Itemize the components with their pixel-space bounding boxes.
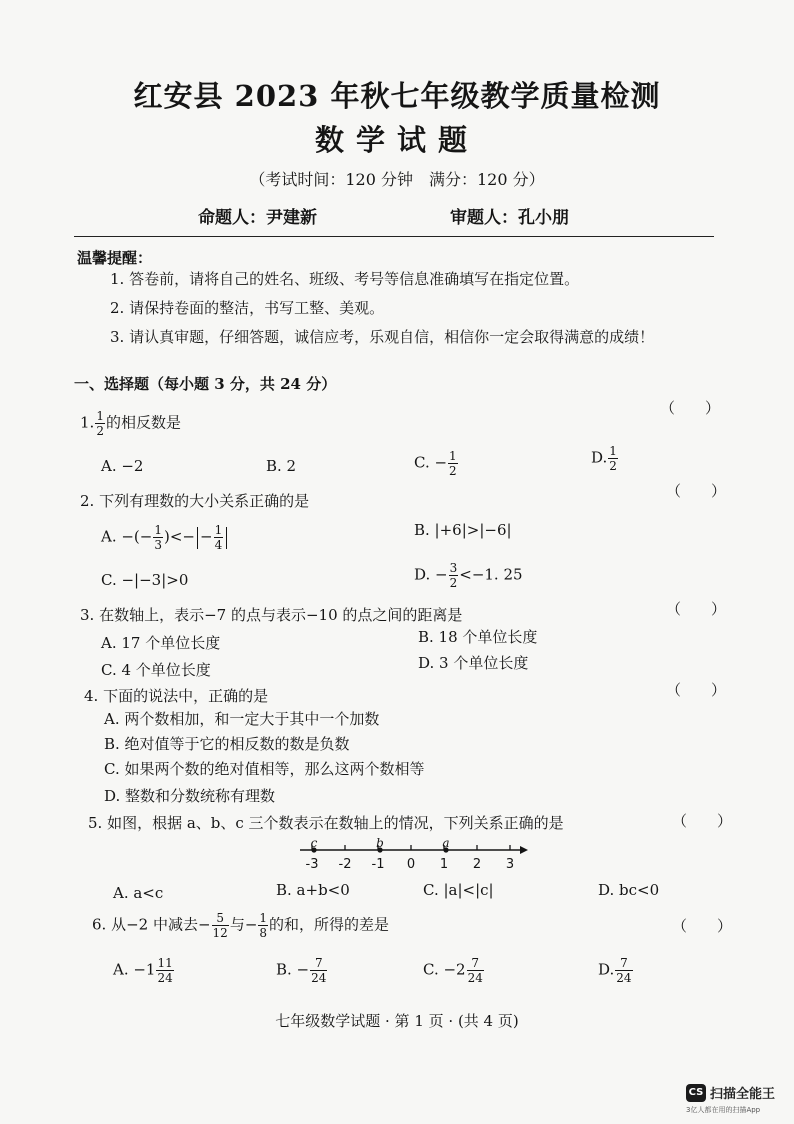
page-footer: 七年级数学试题 · 第 1 页 · (共 4 页) — [275, 1012, 519, 1030]
number-line-point-label: c — [310, 836, 318, 850]
q5-option-b: B. a+b<0 — [276, 881, 350, 899]
answer-paren[interactable]: （ ） — [666, 482, 727, 500]
q2-option-d: D. − $\frac{3}{2}$ <−1. 25 — [414, 561, 523, 590]
number-line-point-label: b — [376, 836, 384, 850]
number-line-tick-label: -3 — [305, 857, 319, 872]
exam-title: 红安县 2023 年秋七年级教学质量检测 — [133, 79, 661, 113]
q3-option-b: B. 18 个单位长度 — [418, 628, 538, 646]
q2-option-c: C. −|−3|>0 — [101, 571, 189, 589]
answer-paren[interactable]: （ ） — [666, 681, 727, 699]
fraction: $\frac{1}{2}$ — [96, 409, 104, 438]
question-2-stem: 2. 下列有理数的大小关系正确的是 — [80, 492, 310, 510]
q5-option-c: C. |a|<|c| — [423, 881, 494, 899]
tips-title: 温馨提醒： — [77, 249, 153, 267]
q2-option-a: A. −(− $\frac{1}{3}$ )<− − $\frac{1}{4}$ — [101, 524, 229, 551]
question-5-stem: 5. 如图，根据 a、b、c 三个数表示在数轴上的情况，下列关系正确的是 — [88, 814, 564, 832]
number-line-tick-label: 1 — [439, 857, 449, 872]
exam-subject-title: 数学试题 — [314, 123, 479, 157]
camscanner-logo: CS — [686, 1084, 706, 1102]
question-3-stem: 3. 在数轴上，表示−7 的点与表示−10 的点之间的距离是 — [80, 606, 463, 624]
answer-paren[interactable]: （ ） — [660, 399, 721, 417]
q1-option-c: C. − $\frac{1}{2}$ — [414, 449, 457, 478]
q4-option-d: D. 整数和分数统称有理数 — [104, 787, 276, 805]
answer-paren[interactable]: （ ） — [666, 600, 727, 618]
q5-option-d: D. bc<0 — [598, 881, 660, 899]
q6-option-b: B. − $\frac{7}{24}$ — [276, 956, 327, 985]
reviewer-label: 审题人：孔小朋 — [450, 208, 569, 228]
author-label: 命题人：尹建新 — [198, 208, 317, 228]
number-line-figure — [296, 836, 536, 876]
number-line-tick-label: 2 — [472, 857, 482, 872]
number-line-tick-label: -2 — [338, 857, 352, 872]
q3-option-c: C. 4 个单位长度 — [101, 661, 211, 679]
exam-info: （考试时间：120 分钟 满分：120 分） — [249, 170, 545, 189]
section-title: 一、选择题（每小题 3 分，共 24 分） — [74, 375, 337, 393]
answer-paren[interactable]: （ ） — [672, 812, 733, 830]
tip-item: 2. 请保持卷面的整洁，书写工整、美观。 — [110, 299, 385, 317]
q5-option-a: A. a<c — [113, 884, 164, 902]
number-line-arrow-icon — [520, 846, 528, 854]
tip-item: 1. 答卷前，请将自己的姓名、班级、考号等信息准确填写在指定位置。 — [110, 270, 580, 288]
number-line-tick-label: 0 — [406, 857, 416, 872]
q6-option-c: C. −2 $\frac{7}{24}$ — [423, 956, 483, 985]
question-4-stem: 4. 下面的说法中，正确的是 — [84, 687, 269, 705]
q1-option-d: D. $\frac{1}{2}$ — [591, 444, 617, 473]
q6-option-d: D. $\frac{7}{24}$ — [598, 956, 632, 985]
camscanner-tagline: 3亿人都在用的扫描App — [686, 1106, 761, 1114]
answer-paren[interactable]: （ ） — [672, 917, 733, 935]
header-divider — [74, 236, 714, 237]
q3-option-d: D. 3 个单位长度 — [418, 654, 529, 672]
number-line-point-label: a — [442, 836, 450, 850]
q2-option-b: B. |+6|>|−6| — [414, 521, 512, 539]
question-6-stem: 6. 从−2 中减去− $\frac{5}{12}$ 与− $\frac{1}{8}$ 的和，所得的差是 — [92, 911, 390, 940]
number-line-tick-label: -1 — [371, 857, 385, 872]
q4-option-a: A. 两个数相加，和一定大于其中一个加数 — [104, 710, 380, 728]
camscanner-name: 扫描全能王 — [710, 1087, 776, 1102]
q1-option-a: A. −2 — [101, 457, 144, 475]
tip-item: 3. 请认真审题，仔细答题，诚信应考，乐观自信，相信你一定会取得满意的成绩！ — [110, 328, 655, 346]
question-1-stem: 1. $\frac{1}{2}$ 的相反数是 — [80, 409, 181, 438]
number-line-tick-label: 3 — [505, 857, 515, 872]
q6-option-a: A. −1 $\frac{11}{24}$ — [113, 956, 173, 985]
q1-option-b: B. 2 — [266, 457, 297, 475]
q4-option-c: C. 如果两个数的绝对值相等，那么这两个数相等 — [104, 760, 425, 778]
q3-option-a: A. 17 个单位长度 — [101, 634, 221, 652]
q4-option-b: B. 绝对值等于它的相反数的数是负数 — [104, 735, 350, 753]
